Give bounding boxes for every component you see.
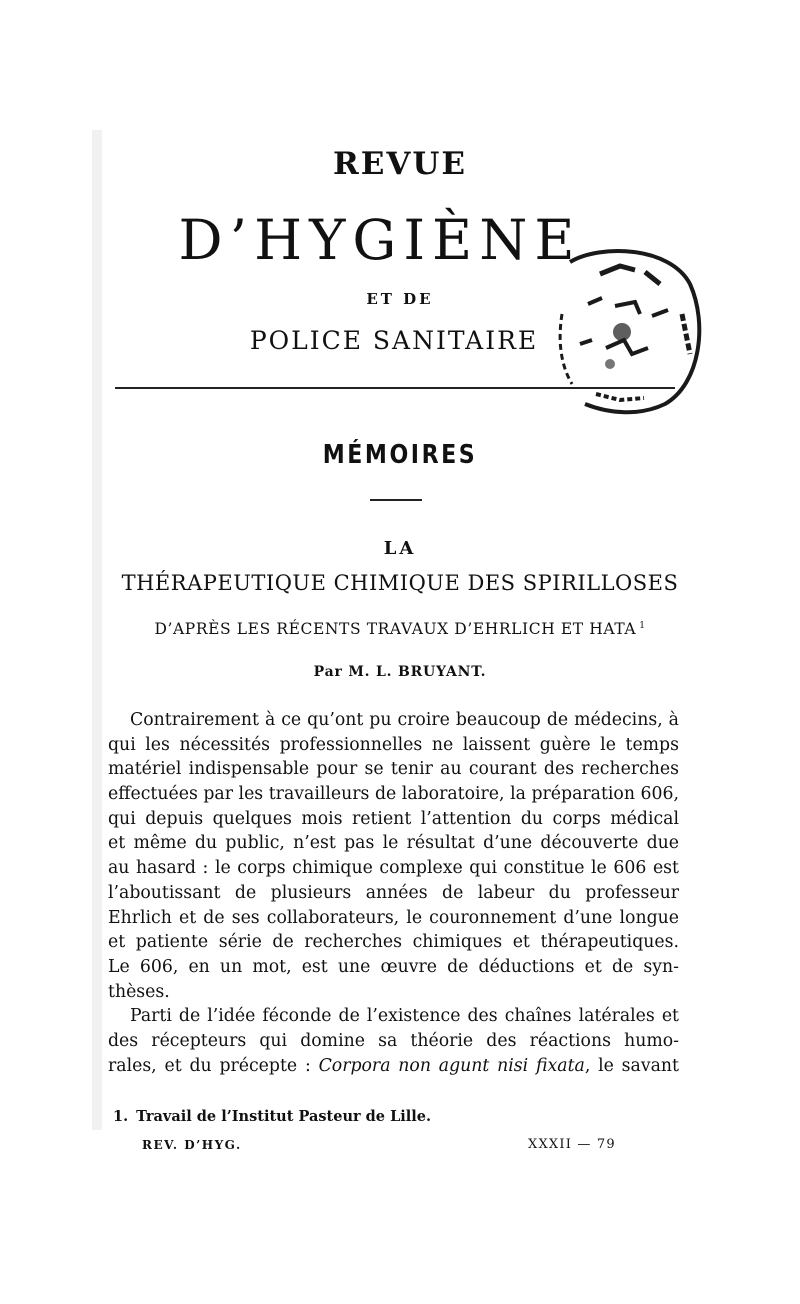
library-stamp-icon (540, 244, 710, 444)
article-title: THÉRAPEUTIQUE CHIMIQUE DES SPIRILLOSES (121, 571, 679, 595)
footnote (113, 1108, 431, 1125)
section-heading: MÉMOIRES (322, 440, 478, 470)
journal-title-revue: REVUE (332, 146, 468, 182)
body-line: Parti de l’idée féconde de l’existence des chaînes latérales et (130, 1006, 679, 1027)
footer-journal-abbrev: REV. D’HYG. (142, 1138, 242, 1152)
body-line: qui depuis quelques mois retient l’attention du corps médical (108, 808, 679, 829)
latin-quote: Corpora non agunt nisi fixata (318, 1055, 585, 1076)
body-line: qui les nécessités professionnelles ne laissent guère le temps (108, 734, 679, 755)
body-line: Le 606, en un mot, est une œuvre de déductions et de syn- (108, 956, 679, 977)
article-body (108, 708, 679, 1078)
body-line: Contrairement à ce qu’ont pu croire beaucoup de médecins, à (130, 710, 679, 730)
section-divider (370, 499, 422, 501)
body-line: Ehrlich et de ses collaborateurs, le couronnement d’une longue (108, 907, 679, 928)
body-line: l’aboutissant de plusieurs années de labeur du professeur (108, 882, 679, 903)
body-line: et patiente série de recherches chimiques et thérapeutiques. (108, 932, 679, 953)
article-subtitle-text: D’APRÈS LES RÉCENTS TRAVAUX D’EHRLICH ET HATA (154, 620, 637, 638)
body-line: des récepteurs qui domine sa théorie des réactions humo- (108, 1030, 679, 1051)
body-line (108, 1054, 679, 1079)
journal-title-police-sanitaire: POLICE SANITAIRE (249, 326, 539, 355)
body-line-end: , le savant (584, 1055, 679, 1076)
journal-title-hygiene: D’HYGIÈNE (178, 208, 582, 272)
article-byline: Par M. L. BRUYANT. (313, 664, 487, 680)
article-kicker: LA (383, 538, 417, 559)
footer-volume-page: XXXII — 79 (528, 1137, 616, 1152)
footnote-marker: 1 (639, 620, 646, 631)
body-line: thèses. (108, 981, 170, 1002)
body-line-text: rales, et du précepte : (108, 1055, 319, 1076)
body-line: au hasard : le corps chimique complexe qui constitue le 606 est (108, 858, 679, 879)
body-line: matériel indispensable pour se tenir au courant des recherches (108, 759, 679, 780)
body-line: et même du public, n’est pas le résultat d’une découverte due (108, 833, 679, 854)
journal-title-et-de: ET DE (366, 290, 434, 308)
footnote-text: Travail de l’Institut Pasteur de Lille. (136, 1108, 432, 1125)
footnote-number: 1. (113, 1108, 129, 1125)
article-subtitle (0, 620, 800, 638)
body-line: effectuées par les travailleurs de laboratoire, la préparation 606, (108, 784, 679, 805)
